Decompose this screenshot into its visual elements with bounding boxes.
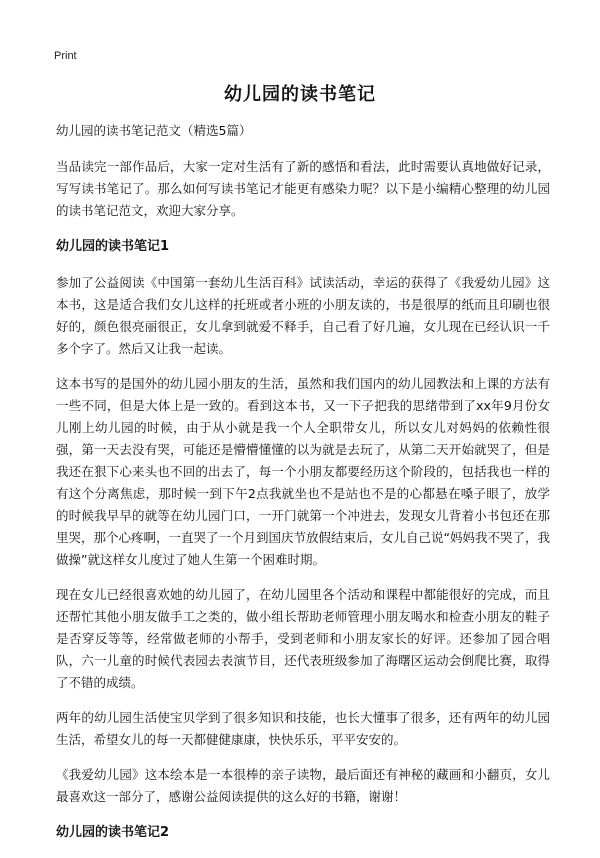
section-heading-1: 幼儿园的读书笔记1 xyxy=(56,239,170,254)
intro-paragraph: 当品读完一部作品后，大家一定对生活有了新的感悟和看法，此时需要认真地做好记录，写写读书笔记了。那么如何写读书笔记才能更有感染力呢？以下是小编精心整理的幼儿园的读书笔记范文，欢迎大家分享。 xyxy=(56,159,550,218)
section-heading-2: 幼儿园的读书笔记2 xyxy=(56,825,170,840)
document-content xyxy=(56,120,550,858)
section-1-paragraph-3: 现在女儿已经很喜欢她的幼儿园了，在幼儿园里各个活动和课程中都能很好的完成，而且还帮忙其他小朋友做手工之类的，做小组长帮助老师管理小朋友喝水和检查小朋友的鞋子是否穿反等等，经常做老师的小帮手，受到老师和小朋友家长的好评。还参加了园合唱队，六一儿童的时候代表园去表演节目，还代表班级参加了海曙区运动会倒爬比赛，取得了不错的成绩。 xyxy=(56,587,550,690)
section-1-paragraph-1: 参加了公益阅读《中国第一套幼儿生活百科》试读活动，幸运的获得了《我爱幼儿园》这本书，这是适合我们女儿这样的托班或者小班的小朋友读的，书是很厚的纸而且印刷也很好的，颜色很亮丽很正，女儿拿到就爱不释手，自己看了好几遍，女儿现在已经认识一千多个字了。然后又让我一起读。 xyxy=(56,275,550,356)
print-link[interactable]: Print xyxy=(54,50,77,62)
section-1-paragraph-4: 两年的幼儿园生活使宝贝学到了很多知识和技能，也长大懂事了很多，还有两年的幼儿园生活，希望女儿的每一天都健健康康，快快乐乐，平平安安的。 xyxy=(56,710,550,747)
document-subtitle: 幼儿园的读书笔记范文（精选5篇） xyxy=(56,123,252,138)
document-title: 幼儿园的读书笔记 xyxy=(224,84,376,105)
section-1-paragraph-5: 《我爱幼儿园》这本绘本是一本很棒的亲子读物，最后面还有神秘的藏画和小翻页，女儿最喜欢这一部分了，感谢公益阅读提供的这么好的书籍，谢谢！ xyxy=(56,767,550,804)
section-1-paragraph-2: 这本书写的是国外的幼儿园小朋友的生活，虽然和我们国内的幼儿园教法和上课的方法有一些不同，但是大体上是一致的。看到这本书，又一下子把我的思绪带到了xx年9月份女儿刚上幼儿园的时候，由于从小就是我一个人全职带女儿，所以女儿对妈妈的依赖性很强，第一天去没有哭，可能还是懵懵懂懂的以为就是去玩了，从第二天开始就哭了，但是我还在狠下心来头也不回的出去了，每一个小朋友都要经历这个阶段的，包括我也一样的有这个分离焦虑，那时候一到下午2点我就坐也不是站也不是的心都悬在嗓子眼了，放学的时候我早早的就等在幼儿园门口，一开门就第一个冲进去，发现女儿背着小书包还在那里哭，那个心疼啊，一直哭了一个月到国庆节放假结束后，女儿自己说“妈妈我不哭了，我做操”就这样女儿度过了她人生第一个困难时期。 xyxy=(56,376,550,567)
